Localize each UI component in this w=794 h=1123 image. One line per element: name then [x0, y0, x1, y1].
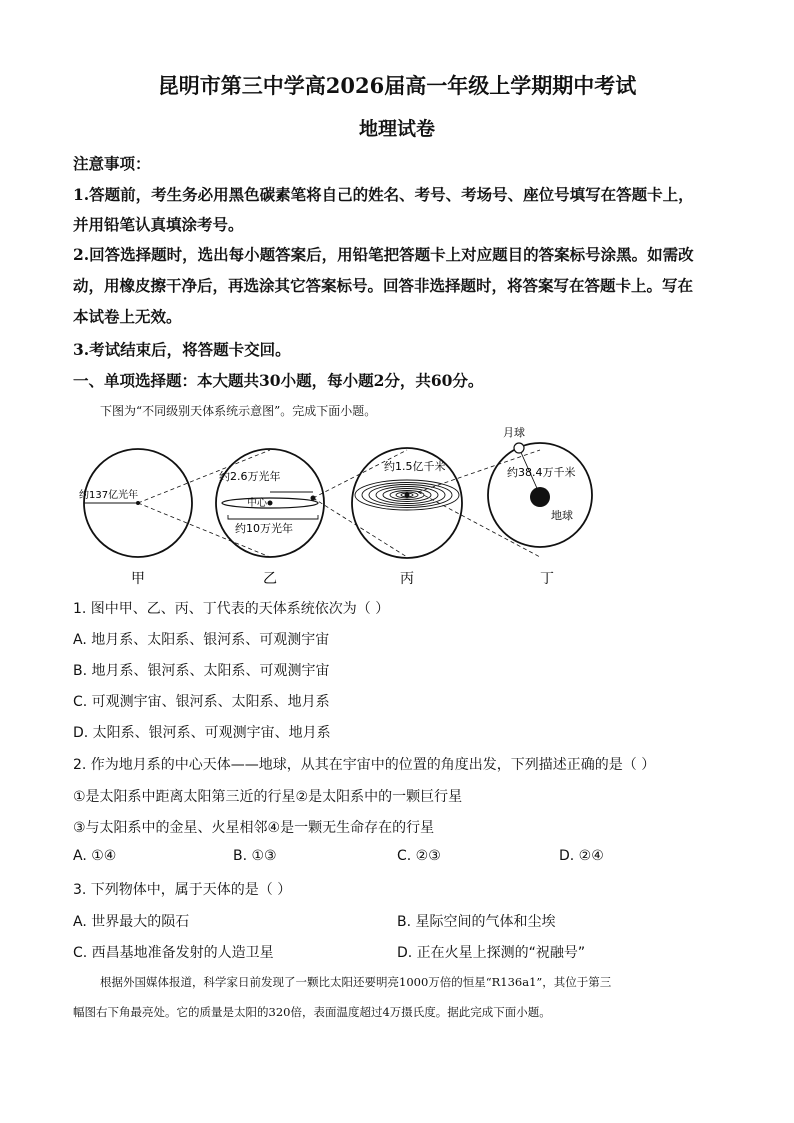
question-3-option-b[interactable]: B. 星际空间的气体和尘埃 [397, 914, 556, 930]
exam-title: 昆明市第三中学高2026届高一年级上学期期中考试 [157, 73, 637, 98]
notice-line: 动，用橡皮擦干净后，再选涂其它答案标号。回答非选择题时，将答案写在答题卡上。写在 [73, 276, 694, 295]
notice-line: 2.回答选择题时，选出每小题答案后，用铅笔把答题卡上对应题目的答案标号涂黑。如需改 [73, 245, 694, 264]
yi-name: 乙 [263, 571, 277, 587]
question-2-option-d[interactable]: D. ②④ [559, 848, 604, 864]
question-3-option-c[interactable]: C. 西昌基地准备发射的人造卫星 [73, 945, 274, 961]
question-2-statement: ①是太阳系中距离太阳第三近的行星②是太阳系中的一颗巨行星 [73, 789, 463, 805]
question-1-option-a[interactable]: A. 地月系、太阳系、银河系、可观测宇宙 [73, 632, 330, 648]
bing-name: 丙 [400, 571, 414, 587]
question-3-option-a[interactable]: A. 世界最大的陨石 [73, 914, 190, 930]
yi-center-label: 中心 [247, 498, 267, 509]
question-2-stem: 2. 作为地月系的中心天体——地球，从其在宇宙中的位置的角度出发，下列描述正确的是（ ） [73, 757, 656, 773]
question-1-option-b[interactable]: B. 地月系、银河系、太阳系、可观测宇宙 [73, 663, 330, 679]
question-2-option-b[interactable]: B. ①③ [233, 848, 277, 864]
jia-name: 甲 [131, 571, 145, 587]
passage-line: 幅图右下角最亮处。它的质量是太阳的320倍，表面温度超过4万摄氏度。据此完成下面小题。 [73, 1005, 551, 1019]
question-1-stem: 1. 图中甲、乙、丙、丁代表的天体系统依次为（ ） [73, 601, 390, 617]
exam-subject: 地理试卷 [358, 118, 435, 140]
question-2-option-c[interactable]: C. ②③ [397, 848, 441, 864]
ding-distance-label: 约38.4万千米 [507, 466, 576, 479]
ding-name: 丁 [540, 571, 554, 587]
question-2-statement: ③与太阳系中的金星、火星相邻④是一颗无生命存在的行星 [73, 820, 435, 836]
notice-line: 3.考试结束后，将答题卡交回。 [73, 340, 291, 359]
section-intro: 下图为“不同级别天体系统示意图”。完成下面小题。 [100, 404, 377, 418]
question-2-option-a[interactable]: A. ①④ [73, 848, 117, 864]
galaxy-center-dot [268, 501, 273, 506]
earth-icon [530, 487, 550, 507]
galaxy-width-bracket [228, 515, 318, 519]
notice-line: 本试卷上无效。 [73, 307, 182, 326]
question-3-option-d[interactable]: D. 正在火星上探测的“祝融号” [397, 945, 586, 961]
moon-icon [514, 443, 524, 453]
yi-bottom-label: 约10万光年 [235, 522, 293, 535]
section-heading: 一、单项选择题：本大题共30小题，每小题2分，共60分。 [73, 371, 484, 390]
bing-label: 约1.5亿千米 [384, 460, 446, 473]
passage-line: 根据外国媒体报道，科学家日前发现了一颗比太阳还要明亮1000万倍的恒星“R136a1”，其位于第三 [100, 975, 612, 989]
jia-label: 约137亿光年 [79, 490, 139, 501]
question-1-option-d[interactable]: D. 太阳系、银河系、可观测宇宙、地月系 [73, 725, 331, 741]
celestial-systems-diagram [73, 420, 733, 590]
question-3-stem: 3. 下列物体中，属于天体的是（ ） [73, 882, 292, 898]
sun-dot [405, 493, 410, 498]
ding-moon-label: 月球 [503, 426, 525, 439]
notice-heading: 注意事项： [73, 154, 151, 173]
ding-earth-label: 地球 [551, 509, 573, 522]
notice-line: 并用铅笔认真填涂考号。 [73, 215, 244, 234]
notice-line: 1.答题前，考生务必用黑色碳素笔将自己的姓名、考号、考场号、座位号填写在答题卡上， [73, 185, 694, 204]
yi-top-label: 约2.6万光年 [219, 470, 281, 483]
question-1-option-c[interactable]: C. 可观测宇宙、银河系、太阳系、地月系 [73, 694, 330, 710]
